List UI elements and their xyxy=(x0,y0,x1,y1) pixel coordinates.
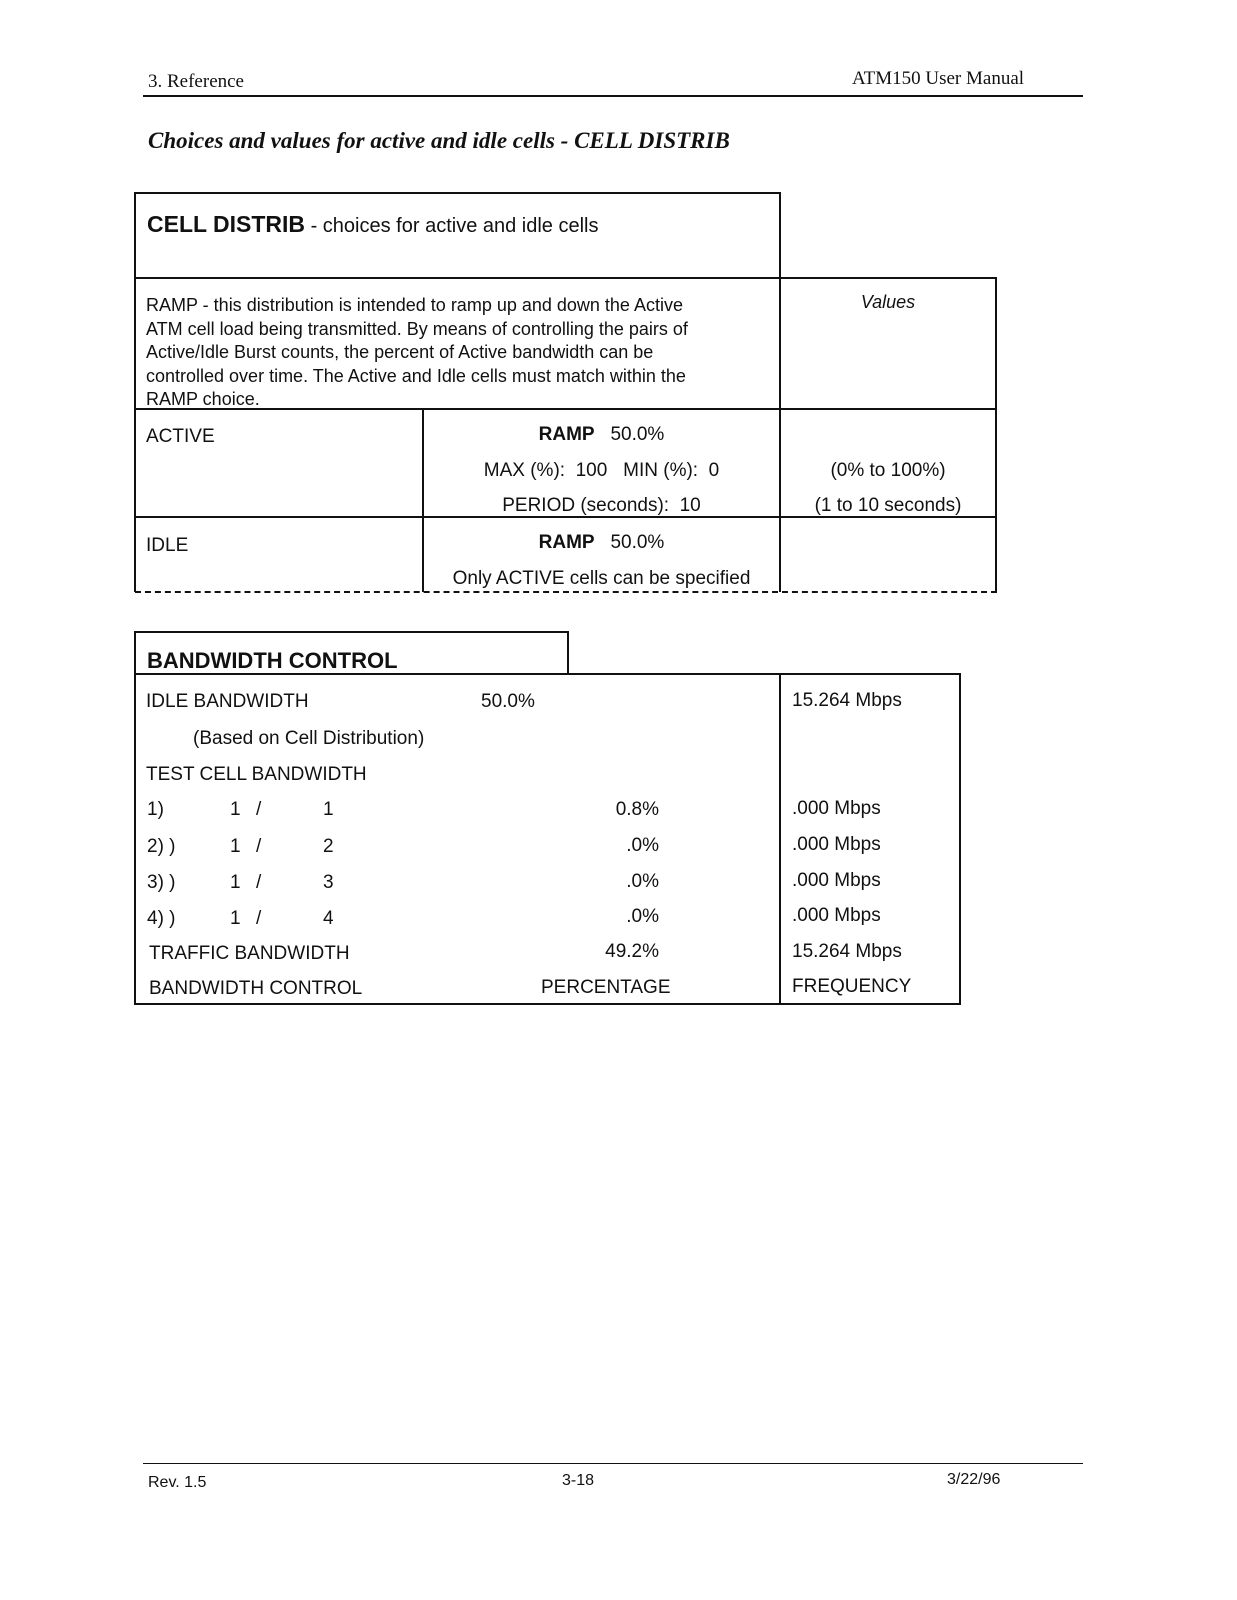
idle-bandwidth-percent: 50.0% xyxy=(481,691,535,712)
row-percent: .0% xyxy=(626,906,659,927)
table-border xyxy=(779,192,781,592)
idle-mode-name: RAMP xyxy=(538,532,595,553)
footer-rule xyxy=(143,1463,1083,1464)
traffic-bandwidth-percent: 49.2% xyxy=(605,941,659,962)
traffic-bandwidth-frequency: 15.264 Mbps xyxy=(792,941,902,962)
bandwidth-title: BANDWIDTH CONTROL xyxy=(147,648,398,673)
row-number: 2) ) xyxy=(147,836,176,857)
table-border xyxy=(779,673,781,1005)
row-separator: / xyxy=(256,872,262,893)
table-border xyxy=(567,631,569,675)
row-separator: / xyxy=(256,908,262,929)
row-frequency: .000 Mbps xyxy=(792,870,881,891)
test-cell-bandwidth-label: TEST CELL BANDWIDTH xyxy=(146,764,367,785)
row-frequency: .000 Mbps xyxy=(792,798,881,819)
row-separator: / xyxy=(256,799,262,820)
column-label-frequency: FREQUENCY xyxy=(792,976,912,997)
row-numerator: 1 xyxy=(230,872,241,893)
table-border xyxy=(135,591,997,593)
cell-distrib-title-rest: - choices for active and idle cells xyxy=(305,215,599,237)
ramp-desc-line: Active/Idle Burst counts, the percent of Active bandwidth can be xyxy=(146,342,654,362)
row-frequency: .000 Mbps xyxy=(792,834,881,855)
traffic-bandwidth-label: TRAFFIC BANDWIDTH xyxy=(149,943,350,964)
footer-revision: Rev. 1.5 xyxy=(148,1474,207,1491)
table-border xyxy=(995,277,997,592)
row-denominator: 4 xyxy=(323,908,334,929)
row-percent: .0% xyxy=(626,835,659,856)
ramp-desc-line: controlled over time. The Active and Idle cells must match within the xyxy=(146,365,686,386)
column-label-control: BANDWIDTH CONTROL xyxy=(149,978,363,999)
idle-note: Only ACTIVE cells can be specified xyxy=(452,568,751,589)
row-numerator: 1 xyxy=(230,836,241,857)
table-border xyxy=(135,277,997,279)
footer-page-number: 3-18 xyxy=(562,1472,595,1489)
row-frequency: .000 Mbps xyxy=(792,905,881,926)
row-separator: / xyxy=(256,836,262,857)
values-header: Values xyxy=(860,292,916,312)
cell-distrib-title xyxy=(147,211,599,238)
active-range-percent: (0% to 100%) xyxy=(830,460,946,481)
row-numerator: 1 xyxy=(230,908,241,929)
row-percent: 0.8% xyxy=(615,799,659,820)
table-border xyxy=(135,631,569,633)
row-denominator: 1 xyxy=(323,799,334,820)
table-border xyxy=(135,1003,961,1005)
header-rule xyxy=(143,95,1083,97)
row-percent: .0% xyxy=(626,871,659,892)
table-border xyxy=(134,192,136,592)
active-period: PERIOD (seconds): 10 xyxy=(502,495,701,516)
column-label-percentage: PERCENTAGE xyxy=(541,977,671,998)
page-title: Choices and values for active and idle cells - CELL DISTRIB xyxy=(148,128,730,153)
active-mode-name: RAMP xyxy=(538,424,595,445)
active-max-min: MAX (%): 100 MIN (%): 0 xyxy=(483,460,720,481)
ramp-desc-line: RAMP choice. xyxy=(146,389,260,409)
row-number: 1) xyxy=(147,799,164,820)
footer-date: 3/22/96 xyxy=(947,1471,1001,1488)
row-denominator: 2 xyxy=(323,836,334,857)
section-header: 3. Reference xyxy=(148,71,244,92)
ramp-desc-line: RAMP - this distribution is intended to ramp up and down the Active xyxy=(146,295,683,315)
idle-mode xyxy=(424,532,779,554)
table-border xyxy=(959,673,961,1005)
idle-bandwidth-frequency: 15.264 Mbps xyxy=(792,690,902,711)
active-mode xyxy=(424,424,779,446)
idle-bandwidth-note: (Based on Cell Distribution) xyxy=(193,728,425,749)
active-mode-value: 50.0% xyxy=(610,424,665,445)
manual-title: ATM150 User Manual xyxy=(852,68,1025,89)
row-number: 4) ) xyxy=(147,908,176,929)
table-border xyxy=(134,631,136,1005)
row-denominator: 3 xyxy=(323,872,334,893)
idle-bandwidth-label: IDLE BANDWIDTH xyxy=(146,691,309,712)
row-number: 3) ) xyxy=(147,872,176,893)
active-range-seconds: (1 to 10 seconds) xyxy=(814,495,962,516)
idle-mode-value: 50.0% xyxy=(610,532,665,553)
cell-distrib-title-bold: CELL DISTRIB xyxy=(147,211,306,237)
active-label: ACTIVE xyxy=(146,426,215,447)
ramp-desc-line: ATM cell load being transmitted. By means of controlling the pairs of xyxy=(146,318,688,339)
table-border xyxy=(135,192,781,194)
idle-label: IDLE xyxy=(146,535,189,556)
row-numerator: 1 xyxy=(230,799,241,820)
ramp-description xyxy=(146,294,688,412)
